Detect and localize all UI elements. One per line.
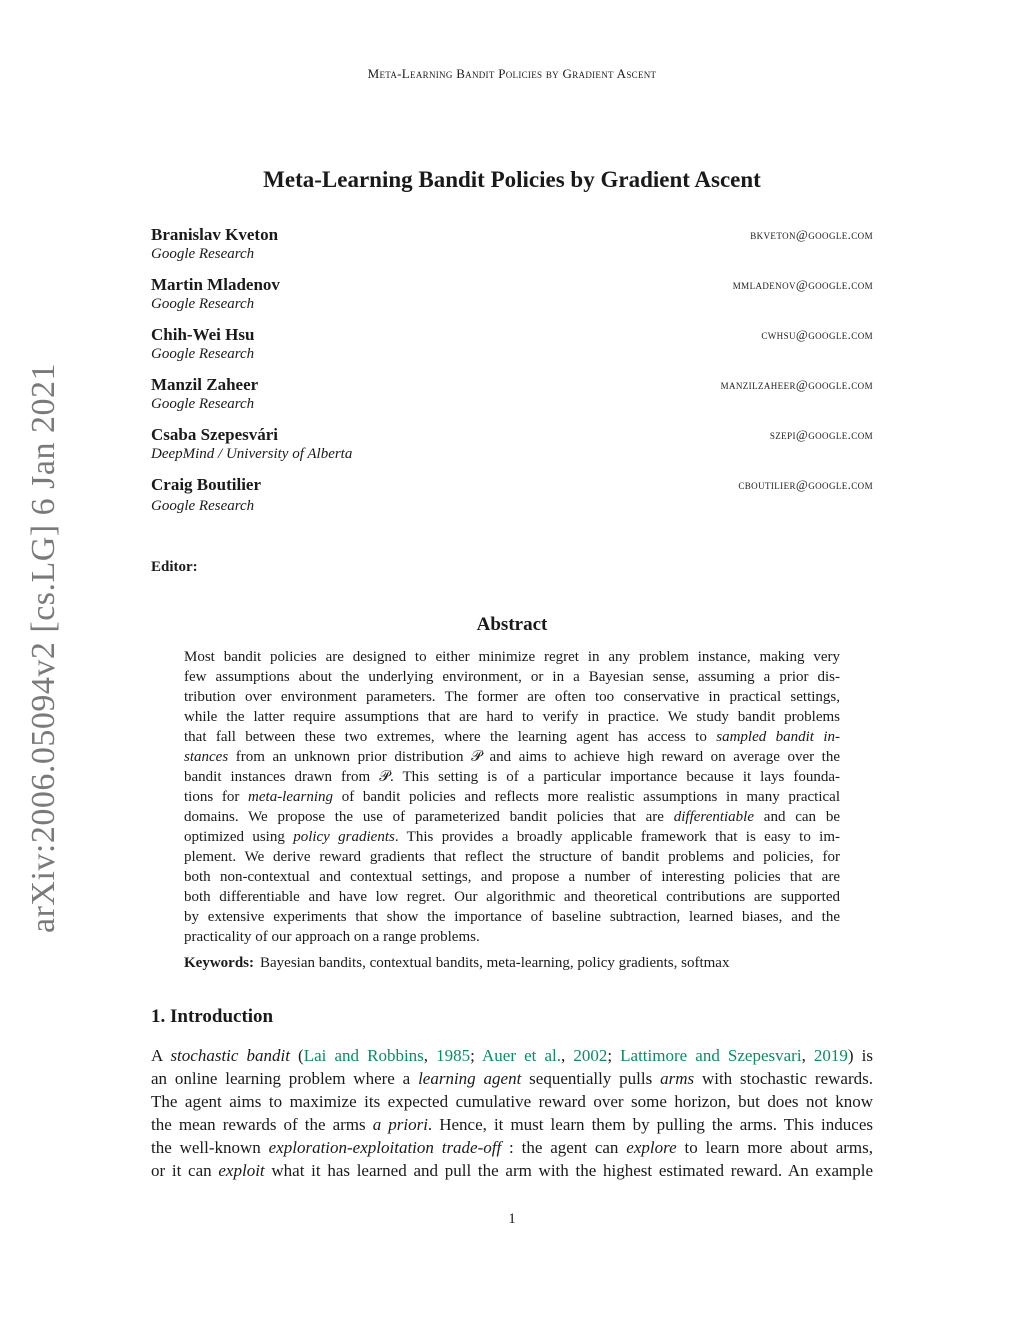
body-text: with stochastic rewards. (694, 1069, 873, 1088)
emphasis-text: stochastic bandit (170, 1046, 290, 1065)
body-text: both non-contextual and contextual settings, and propose a number of interesting policies that are (184, 869, 840, 885)
body-text: that fall between these two extremes, where the learning agent has access to (184, 729, 717, 745)
text-line (151, 1044, 873, 1067)
body-text: The agent aims to maximize its expected cumulative reward over some horizon, but does not know (151, 1092, 873, 1111)
author-name: Martin Mladenov (151, 275, 280, 294)
body-text: , (801, 1046, 814, 1065)
text-line (151, 1090, 873, 1113)
emphasis-text: exploit (218, 1161, 265, 1180)
keywords (184, 953, 840, 973)
body-text: an online learning problem where a (151, 1069, 419, 1088)
body-text: few assumptions about the underlying environment, or in a Bayesian sense, assuming a prior dis- (184, 669, 840, 685)
text-line (184, 827, 840, 847)
body-text: or it can (151, 1161, 219, 1180)
text-line (184, 907, 840, 927)
emphasis-text: policy gradients (293, 829, 395, 845)
body-text: of bandit policies and reflects more realistic assumptions in many practical (333, 789, 840, 805)
author-name: Craig Boutilier (151, 475, 262, 494)
body-text: to learn more about arms, (676, 1138, 873, 1157)
body-text: practicality of our approach on a range problems. (184, 929, 480, 945)
author-email: manzilzaheer@google.com (720, 377, 873, 392)
author-email: szepi@google.com (769, 427, 873, 442)
citation-link[interactable]: Lattimore and Szepesvari (620, 1046, 802, 1065)
body-text: tions for (184, 789, 249, 805)
body-text: the well-known (151, 1138, 269, 1157)
author-entry (151, 325, 873, 375)
author-entry (151, 275, 873, 325)
author-name: Branislav Kveton (151, 225, 279, 244)
author-list (151, 225, 873, 529)
text-line (184, 727, 840, 747)
author-entry (151, 475, 873, 529)
author-affiliation: Google Research (151, 246, 255, 262)
text-line (184, 867, 840, 887)
emphasis-text: sampled bandit in- (716, 729, 840, 745)
emphasis-text: differentiable (673, 809, 755, 825)
keywords-text: Bayesian bandits, contextual bandits, meta-learning, policy gradients, softmax (260, 955, 730, 971)
text-line (184, 787, 840, 807)
page-number: 1 (508, 1211, 516, 1227)
author-affiliation: Google Research (151, 396, 255, 412)
emphasis-text: exploration-exploitation trade-off (268, 1138, 502, 1157)
author-affiliation: Google Research (151, 346, 255, 362)
body-text: : the agent can (501, 1138, 627, 1157)
editor-label: Editor: (151, 559, 198, 575)
body-text: and can be (754, 809, 840, 825)
author-affiliation: Google Research (151, 498, 255, 514)
author-email: mmladenov@google.com (732, 277, 873, 292)
body-text: sequentially pulls (521, 1069, 661, 1088)
author-name: Chih-Wei Hsu (151, 325, 255, 344)
text-line (184, 927, 840, 947)
body-text: . This provides a broadly applicable framework that is easy to im- (394, 829, 840, 845)
body-text: Most bandit policies are designed to either minimize regret in any problem instance, making very (184, 649, 840, 665)
emphasis-text: learning agent (418, 1069, 522, 1088)
author-affiliation: DeepMind / University of Alberta (151, 446, 353, 462)
text-line (184, 647, 840, 667)
emphasis-text: arms (660, 1069, 695, 1088)
author-email: cwhsu@google.com (761, 327, 873, 342)
emphasis-text: a priori (372, 1115, 428, 1134)
author-affiliation: Google Research (151, 296, 255, 312)
author-name: Csaba Szepesvári (151, 425, 279, 444)
text-line (184, 887, 840, 907)
text-line (151, 1159, 873, 1182)
arxiv-identifier-stamp: arXiv:2006.05094v2 [cs.LG] 6 Jan 2021 (25, 363, 62, 933)
body-text: what it has learned and pull the arm with the highest estimated reward. An example (264, 1161, 874, 1180)
body-text: from an unknown prior distribution 𝒫 and aims to achieve high reward on average over the (228, 749, 840, 765)
running-head: Meta-Learning Bandit Policies by Gradient Ascent (367, 66, 657, 81)
body-text: . Hence, it must learn them by pulling the arms. This induces (427, 1115, 873, 1134)
emphasis-text: meta-learning (248, 789, 334, 805)
body-text: plement. We derive reward gradients that reflect the structure of bandit problems and policies, for (184, 849, 840, 865)
text-line (184, 707, 840, 727)
abstract-heading: Abstract (476, 614, 548, 635)
body-text: while the latter require assumptions that are hard to verify in practice. We study bandit problems (184, 709, 840, 725)
body-text: by extensive experiments that show the importance of baseline subtraction, learned biases, and the (184, 909, 840, 925)
body-text: , (423, 1046, 437, 1065)
emphasis-text: stances (184, 749, 229, 765)
author-email: cboutilier@google.com (738, 477, 873, 492)
body-text: ; (607, 1046, 621, 1065)
introduction-body (151, 1044, 873, 1182)
section-heading-introduction: 1. Introduction (151, 1006, 274, 1027)
keywords-label: Keywords: (184, 955, 254, 971)
text-line (151, 1067, 873, 1090)
author-entry (151, 425, 873, 475)
body-text: , (560, 1046, 574, 1065)
author-entry (151, 375, 873, 425)
author-email: bkveton@google.com (750, 227, 873, 242)
citation-link[interactable]: 2019 (813, 1046, 848, 1065)
author-entry (151, 225, 873, 275)
text-line (184, 847, 840, 867)
text-line (184, 747, 840, 767)
body-text: A (151, 1046, 171, 1065)
author-name: Manzil Zaheer (151, 375, 259, 394)
text-line (151, 1113, 873, 1136)
text-line (184, 807, 840, 827)
citation-link[interactable]: 2002 (573, 1046, 608, 1065)
text-line (184, 767, 840, 787)
body-text: bandit instances drawn from 𝒫. This setting is of a particular importance because it lays founda- (184, 769, 840, 785)
abstract-body (184, 647, 840, 947)
text-line (184, 667, 840, 687)
body-text: ; (470, 1046, 483, 1065)
paper-title: Meta-Learning Bandit Policies by Gradient Ascent (263, 167, 761, 192)
text-line (151, 1136, 873, 1159)
body-text: ) is (847, 1046, 873, 1065)
body-text: optimized using (184, 829, 294, 845)
body-text: domains. We propose the use of parameterized bandit policies that are (184, 809, 674, 825)
body-text: tribution over environment parameters. The former are often too conservative in practical settings, (184, 689, 840, 705)
citation-link[interactable]: Auer et al. (482, 1046, 561, 1065)
emphasis-text: explore (626, 1138, 677, 1157)
text-line (184, 687, 840, 707)
body-text: both differentiable and have low regret. Our algorithmic and theoretical contributions are supported (184, 889, 840, 905)
citation-link[interactable]: Lai and Robbins (303, 1046, 424, 1065)
body-text: ( (289, 1046, 304, 1065)
citation-link[interactable]: 1985 (436, 1046, 471, 1065)
body-text: the mean rewards of the arms (151, 1115, 373, 1134)
